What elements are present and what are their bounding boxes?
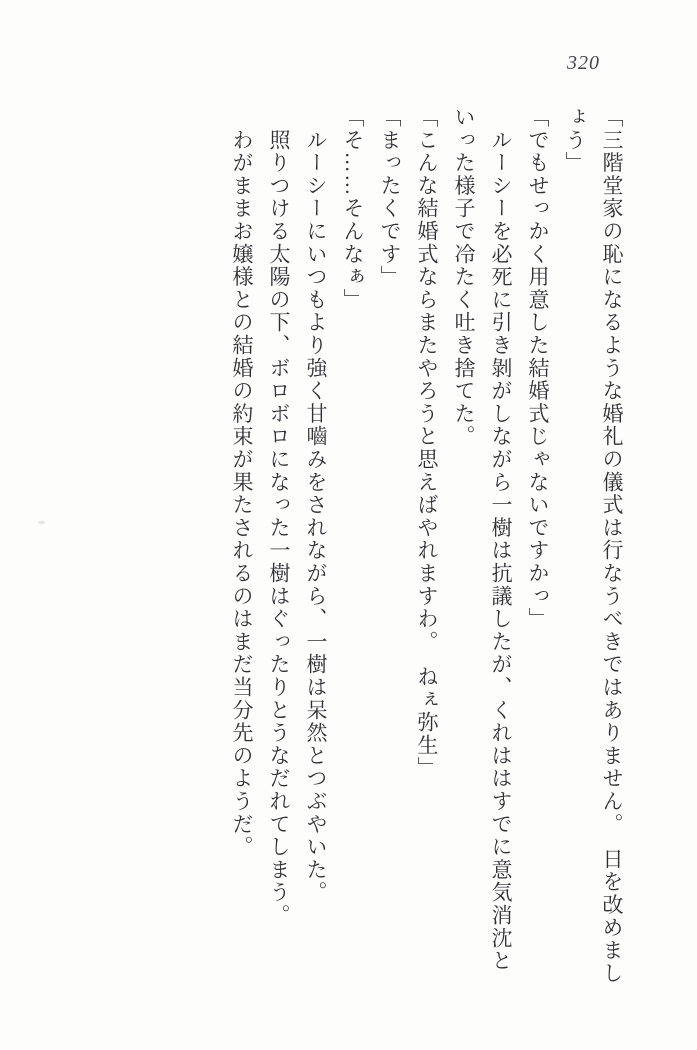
text-block (223, 106, 630, 1000)
text-line: 「まったくです」 (378, 106, 402, 289)
text-line: ょう」 (563, 106, 587, 175)
page-number: 320 (567, 52, 600, 74)
text-line: 照りつける太陽の下、ボロボロになった一樹はぐったりとうなだれてしまう。 (267, 106, 291, 927)
text-line: 「でもせっかく用意した結婚式じゃないですかっ」 (526, 106, 550, 631)
text-line: 「三階堂家の恥になるような婚礼の儀式は行なうべきではありません。 日を改めまし (600, 106, 624, 985)
text-line: ルーシーにいつもより強く甘嚙みをされながら、一樹は呆然とつぶやいた。 (304, 106, 328, 904)
text-line: ルーシーを必死に引き剝がしながら一樹は抗議したが、くれははすでに意気消沈と (489, 106, 513, 973)
text-line: わがままお嬢様との結婚の約束が果たされるのはまだ当分先のようだ。 (230, 106, 254, 859)
text-line: いった様子で冷たく吐き捨てた。 (452, 106, 476, 448)
text-line: 「そ……そんなぁ」 (341, 106, 365, 312)
scan-artifact (38, 521, 45, 524)
text-line: 「こんな結婚式ならまたやろうと思えばやれますわ。 ねぇ弥生」 (415, 106, 439, 780)
